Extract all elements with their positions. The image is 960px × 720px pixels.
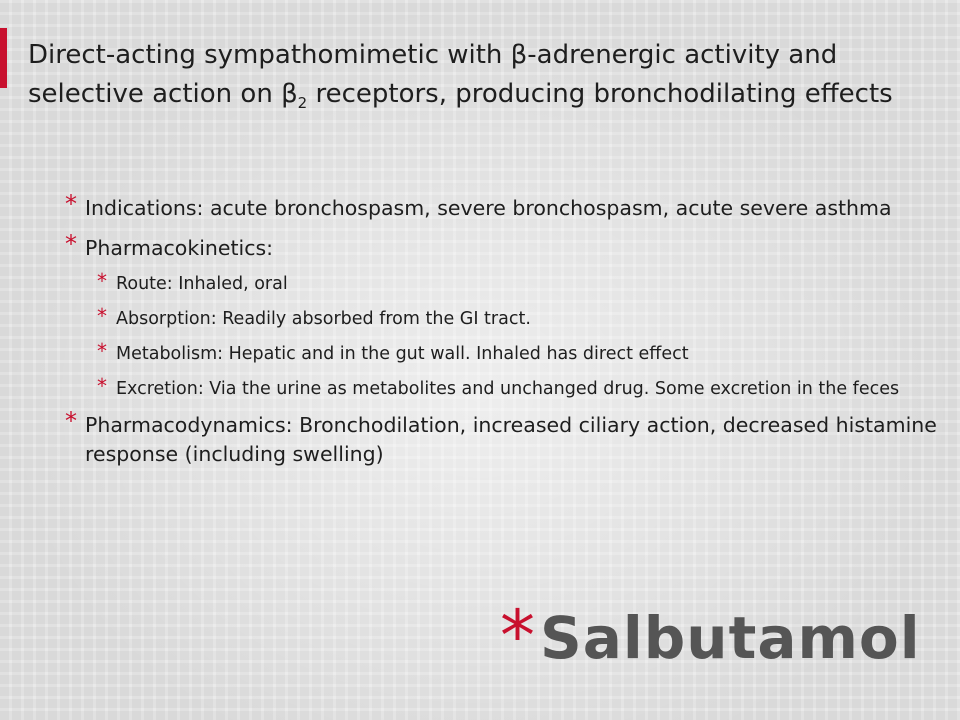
sub-bullet-route	[97, 271, 945, 297]
bullet-star-icon: *	[65, 230, 77, 258]
bullet-text: Indications: acute bronchospasm, severe bronchospasm, acute severe asthma	[85, 196, 892, 220]
title-star-icon: *	[500, 595, 536, 677]
bullet-list	[65, 190, 945, 480]
bullet-text: Pharmacodynamics: Bronchodilation, increased ciliary action, decreased histamine response (including swelling)	[85, 413, 937, 466]
bullet-pharmacokinetics	[65, 230, 945, 263]
bullet-star-icon: *	[65, 190, 77, 218]
slide-title-text: Salbutamol	[540, 604, 921, 672]
bullet-star-icon: *	[97, 339, 107, 363]
bullet-pharmacodynamics	[65, 407, 945, 469]
slide-title	[500, 595, 921, 678]
sub-bullet-absorption	[97, 306, 945, 332]
sub-bullet-text: Route: Inhaled, oral	[116, 274, 288, 294]
bullet-text: Pharmacokinetics:	[85, 236, 274, 260]
accent-bar	[0, 28, 7, 88]
slide-subtitle: Direct-acting sympathomimetic with β-adrenergic activity and selective action on $\beta_2$ receptors, producing bronchodilating effects	[28, 40, 893, 113]
sub-bullet-text: Absorption: Readily absorbed from the GI tract.	[116, 309, 531, 329]
bullet-star-icon: *	[65, 407, 77, 435]
bullet-star-icon: *	[97, 304, 107, 328]
bullet-indications	[65, 190, 945, 223]
sub-bullet-metabolism	[97, 341, 945, 367]
bullet-star-icon: *	[97, 269, 107, 293]
sub-bullet-text: Excretion: Via the urine as metabolites and unchanged drug. Some excretion in the feces	[116, 379, 900, 399]
sub-bullet-text: Metabolism: Hepatic and in the gut wall. Inhaled has direct effect	[116, 344, 689, 364]
sub-bullet-excretion	[97, 376, 945, 402]
bullet-star-icon: *	[97, 374, 107, 398]
